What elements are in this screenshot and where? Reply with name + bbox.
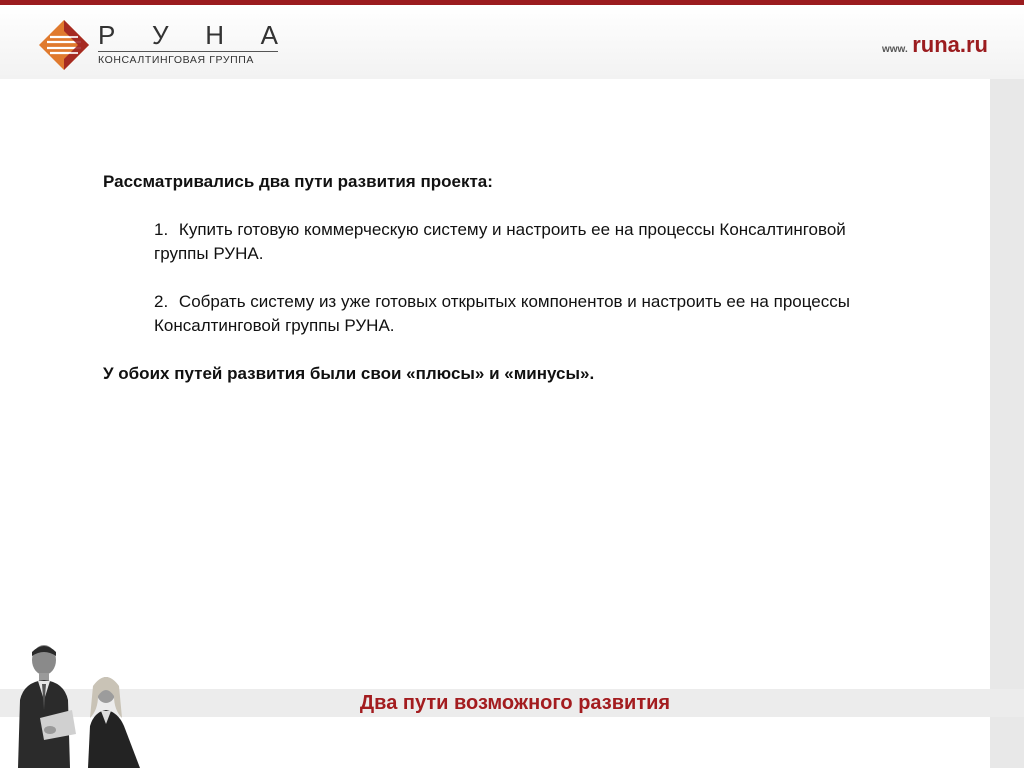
logo-letter: Р <box>98 20 116 50</box>
list-item <box>103 218 923 266</box>
list-item-number: 2. <box>154 292 169 311</box>
conclusion-text: У обоих путей развития были свои «плюсы» и «минусы». <box>103 364 595 383</box>
list-item-number: 1. <box>154 220 169 239</box>
site-url <box>882 32 988 58</box>
logo-letter: А <box>260 20 278 50</box>
intro-heading: Рассматривались два пути развития проекта: <box>103 172 493 191</box>
logo-subtitle: КОНСАЛТИНГОВАЯ ГРУППА <box>98 54 255 66</box>
site-url-prefix: www. <box>882 44 908 55</box>
logo-letter: У <box>152 20 169 50</box>
runa-logo <box>38 19 288 75</box>
logo-letter: Н <box>205 20 224 50</box>
logo-title <box>98 20 278 51</box>
business-people-photo-icon <box>10 640 150 768</box>
logo-divider <box>98 51 278 52</box>
slide-header <box>0 5 1024 79</box>
list-item-text: Собрать систему из уже готовых открытых компонентов и настроить ее на процессы Консалтинговой группы РУНА. <box>154 292 850 335</box>
slide-body <box>103 170 923 386</box>
site-url-domain: runa.ru <box>912 32 988 57</box>
list-item <box>103 290 923 338</box>
runa-diamond-logo-icon <box>38 19 90 71</box>
list-item-text: Купить готовую коммерческую систему и настроить ее на процессы Консалтинговой группы РУНА. <box>154 220 846 263</box>
right-side-bar <box>990 79 1024 768</box>
slide-title: Два пути возможного развития <box>359 692 671 714</box>
